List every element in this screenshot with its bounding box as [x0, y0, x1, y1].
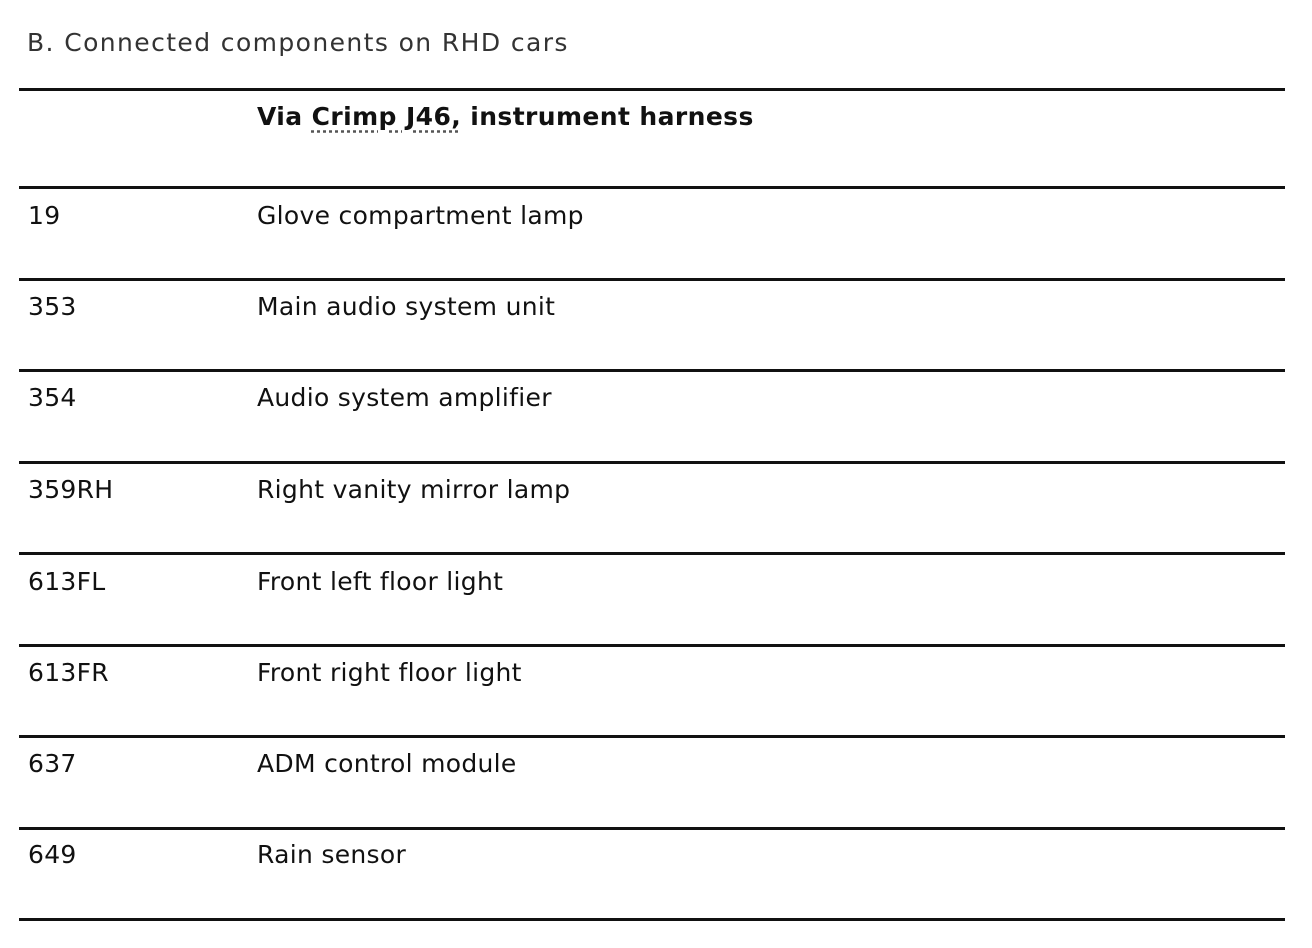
row-code: 649 [28, 840, 77, 869]
header-suffix: instrument harness [461, 102, 754, 131]
table-rule [19, 552, 1285, 555]
row-code: 354 [28, 383, 77, 412]
row-description: Rain sensor [257, 840, 407, 869]
row-code: 637 [28, 749, 77, 778]
table-rule [19, 735, 1285, 738]
table-rule [19, 644, 1285, 647]
table-rule [19, 461, 1285, 464]
table-rule [19, 369, 1285, 372]
row-description: Front left floor light [257, 567, 504, 596]
table-rule [19, 186, 1285, 189]
table-rule [19, 918, 1285, 921]
row-description: Audio system amplifier [257, 383, 552, 412]
table-rule [19, 88, 1285, 91]
row-description: ADM control module [257, 749, 517, 778]
row-code: 613FR [28, 658, 109, 687]
row-description: Right vanity mirror lamp [257, 475, 571, 504]
row-description: Main audio system unit [257, 292, 556, 321]
table-rule [19, 827, 1285, 830]
row-code: 359RH [28, 475, 114, 504]
row-description: Front right floor light [257, 658, 522, 687]
row-description: Glove compartment lamp [257, 201, 584, 230]
row-code: 19 [28, 201, 61, 230]
section-heading: B. Connected components on RHD cars [27, 28, 569, 57]
row-code: 353 [28, 292, 77, 321]
table-rule [19, 278, 1285, 281]
table-header [257, 101, 754, 133]
header-prefix: Via [257, 102, 312, 131]
header-crimp-link: Crimp J46, [311, 102, 462, 131]
row-code: 613FL [28, 567, 106, 596]
